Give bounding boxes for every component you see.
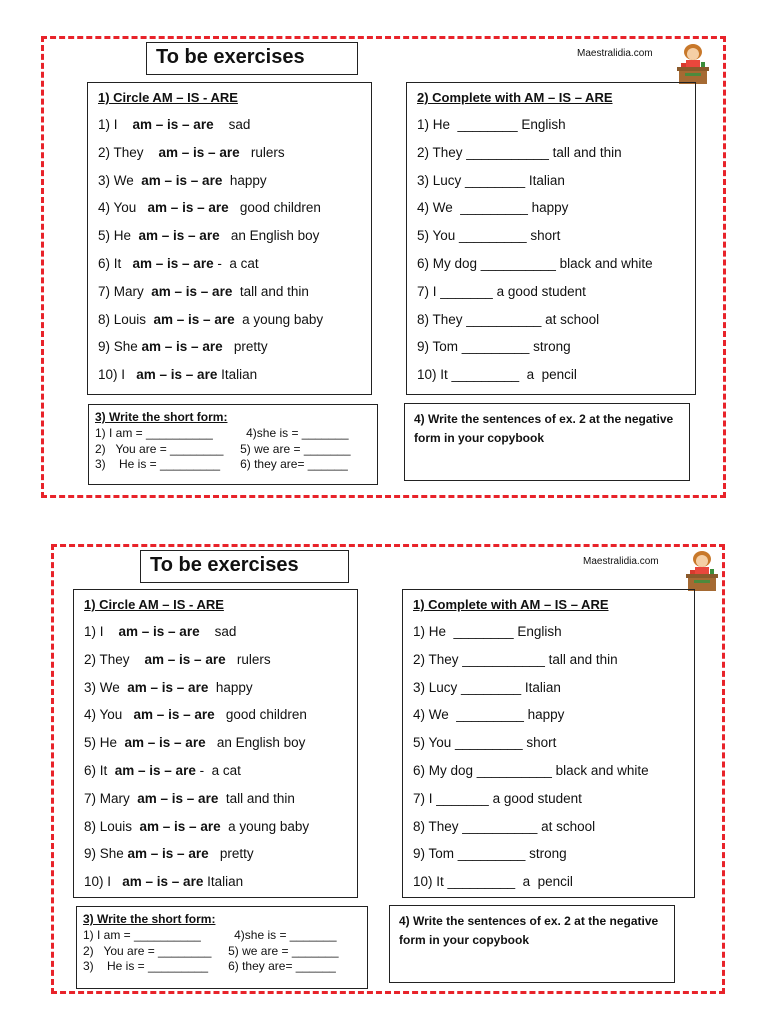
- short-form-row: 1) I am = __________ 4)she is = _______: [95, 426, 349, 440]
- short-form-list: [95, 426, 351, 473]
- verb-options[interactable]: am – is – are: [136, 367, 218, 383]
- verb-options[interactable]: am – is – are: [118, 624, 200, 639]
- short-form-heading: 3) Write the short form:: [95, 410, 228, 424]
- item-subject: 5) He: [98, 228, 139, 244]
- verb-options[interactable]: am – is – are: [139, 818, 221, 834]
- verb-options[interactable]: am – is – are: [127, 846, 209, 862]
- short-form-row: 3) He is = _________ 6) they are= ______: [95, 457, 348, 471]
- item-subject: 1) I: [84, 624, 119, 639]
- item-complement: pretty: [208, 846, 254, 862]
- item-complement: happy: [208, 679, 253, 695]
- circle-exercise-list: [84, 624, 309, 902]
- teacher-at-desk-icon: [684, 549, 720, 593]
- item-complement: tall and thin: [232, 283, 309, 299]
- item-complement: tall and thin: [218, 790, 295, 806]
- item-complement: - a cat: [195, 762, 241, 778]
- item-subject: 9) She: [98, 339, 142, 355]
- complete-exercise-heading: 1) Complete with AM – IS – ARE: [413, 597, 609, 612]
- negative-form-box: [389, 905, 675, 983]
- complete-exercise-item: 9) Tom _________ strong: [417, 339, 571, 355]
- item-complement: pretty: [222, 339, 268, 355]
- short-form-row: 3) He is = _________ 6) they are= ______: [83, 959, 336, 973]
- negative-form-instruction: 4) Write the sentences of ex. 2 at the negative form in your copybook: [399, 914, 659, 947]
- circle-exercise-item: [84, 624, 309, 652]
- item-subject: 7) Mary: [98, 283, 152, 299]
- item-subject: 10) I: [84, 874, 123, 890]
- item-subject: 5) He: [84, 735, 125, 751]
- verb-options[interactable]: am – is – are: [141, 172, 223, 188]
- short-form-box: [88, 404, 378, 485]
- item-subject: 9) She: [84, 846, 128, 862]
- short-form-row: 2) You are = ________ 5) we are = _______: [95, 441, 351, 456]
- item-complement: Italian: [217, 367, 258, 383]
- complete-exercise-item: 2) They ___________ tall and thin: [413, 651, 618, 667]
- item-complement: an English boy: [205, 735, 306, 751]
- verb-options[interactable]: am – is – are: [114, 762, 196, 778]
- complete-exercise-box: [402, 589, 695, 898]
- complete-exercise-heading: 2) Complete with AM – IS – ARE: [417, 90, 613, 105]
- complete-exercise-item: 5) You _________ short: [417, 228, 561, 244]
- complete-exercise-item: 6) My dog __________ black and white: [417, 255, 653, 271]
- circle-exercise-item: [84, 735, 309, 763]
- item-complement: good children: [228, 200, 321, 216]
- item-complement: sad: [199, 624, 237, 639]
- complete-exercise-item: 5) You _________ short: [413, 735, 557, 751]
- complete-exercise-item: 8) They __________ at school: [413, 818, 596, 834]
- circle-exercise-item: [84, 652, 309, 680]
- item-complement: an English boy: [219, 228, 320, 244]
- circle-exercise-item: [84, 819, 309, 847]
- item-complement: happy: [222, 172, 267, 188]
- circle-exercise-box: [73, 589, 358, 898]
- circle-exercise-item: [84, 874, 309, 902]
- item-subject: 7) Mary: [84, 790, 138, 806]
- complete-exercise-item: 6) My dog __________ black and white: [413, 762, 649, 778]
- short-form-row: 2) You are = ________ 5) we are = _______: [83, 943, 339, 958]
- item-complement: rulers: [239, 144, 285, 160]
- circle-exercise-item: [84, 846, 309, 874]
- item-subject: 4) You: [98, 200, 148, 216]
- item-complement: rulers: [225, 651, 271, 667]
- short-form-box: [76, 906, 368, 989]
- complete-exercise-item: 7) I _______ a good student: [413, 790, 582, 806]
- item-subject: 8) Louis: [84, 818, 140, 834]
- complete-exercise-item: 3) Lucy ________ Italian: [417, 172, 565, 188]
- verb-options[interactable]: am – is – are: [137, 790, 219, 806]
- circle-exercise-item: [98, 173, 323, 201]
- complete-exercise-item: 4) We _________ happy: [413, 707, 565, 723]
- verb-options[interactable]: am – is – are: [144, 651, 226, 667]
- verb-options[interactable]: am – is – are: [127, 679, 209, 695]
- circle-exercise-item: [98, 367, 323, 395]
- item-subject: 8) Louis: [98, 311, 154, 327]
- site-label: Maestralidia.com: [583, 556, 659, 567]
- short-form-list: [83, 928, 339, 975]
- verb-options[interactable]: am – is – are: [141, 339, 223, 355]
- item-subject: 2) They: [98, 144, 159, 160]
- complete-exercise-item: 1) He ________ English: [413, 624, 562, 639]
- verb-options[interactable]: am – is – are: [124, 735, 206, 751]
- complete-exercise-item: 4) We _________ happy: [417, 200, 569, 216]
- complete-exercise-item: 2) They ___________ tall and thin: [417, 144, 622, 160]
- complete-exercise-item: 7) I _______ a good student: [417, 283, 586, 299]
- complete-exercise-item: 3) Lucy ________ Italian: [413, 679, 561, 695]
- item-subject: 3) We: [98, 172, 142, 188]
- circle-exercise-box: [87, 82, 372, 395]
- complete-exercise-item: 1) He ________ English: [417, 117, 566, 132]
- circle-exercise-heading: 1) Circle AM – IS - ARE: [84, 597, 224, 612]
- negative-form-instruction: 4) Write the sentences of ex. 2 at the negative form in your copybook: [414, 412, 674, 445]
- item-subject: 6) It: [98, 255, 133, 271]
- complete-exercise-item: 10) It _________ a pencil: [413, 874, 573, 890]
- teacher-at-desk-icon: [675, 42, 711, 86]
- verb-options[interactable]: am – is – are: [151, 283, 233, 299]
- circle-exercise-item: [98, 145, 323, 173]
- circle-exercise-item: [98, 284, 323, 312]
- verb-options[interactable]: am – is – are: [158, 144, 240, 160]
- complete-exercise-list: [417, 117, 653, 395]
- item-complement: sad: [213, 117, 251, 132]
- circle-exercise-item: [98, 117, 323, 145]
- verb-options[interactable]: am – is – are: [133, 707, 215, 723]
- verb-options[interactable]: am – is – are: [147, 200, 229, 216]
- complete-exercise-item: 10) It _________ a pencil: [417, 367, 577, 383]
- circle-exercise-item: [98, 312, 323, 340]
- item-complement: good children: [214, 707, 307, 723]
- worksheet-title: To be exercises: [146, 42, 358, 75]
- verb-options[interactable]: am – is – are: [138, 228, 220, 244]
- item-subject: 6) It: [84, 762, 115, 778]
- short-form-heading: 3) Write the short form:: [83, 912, 216, 926]
- item-subject: 2) They: [84, 651, 145, 667]
- item-subject: 10) I: [98, 367, 137, 383]
- item-subject: 1) I: [98, 117, 133, 132]
- item-subject: 3) We: [84, 679, 128, 695]
- circle-exercise-item: [98, 228, 323, 256]
- verb-options[interactable]: am – is – are: [153, 311, 235, 327]
- short-form-row: 1) I am = __________ 4)she is = _______: [83, 928, 337, 942]
- circle-exercise-item: [84, 763, 309, 791]
- verb-options[interactable]: am – is – are: [132, 117, 214, 132]
- verb-options[interactable]: am – is – are: [122, 874, 204, 890]
- circle-exercise-item: [98, 256, 323, 284]
- circle-exercise-item: [98, 339, 323, 367]
- negative-form-box: [404, 403, 690, 481]
- site-label: Maestralidia.com: [577, 48, 653, 59]
- item-complement: a young baby: [220, 818, 310, 834]
- circle-exercise-item: [84, 707, 309, 735]
- item-subject: 4) You: [84, 707, 134, 723]
- complete-exercise-item: 8) They __________ at school: [417, 311, 600, 327]
- circle-exercise-list: [98, 117, 323, 395]
- item-complement: a young baby: [234, 311, 324, 327]
- circle-exercise-heading: 1) Circle AM – IS - ARE: [98, 90, 238, 105]
- verb-options[interactable]: am – is – are: [132, 255, 214, 271]
- complete-exercise-list: [413, 624, 649, 902]
- item-complement: - a cat: [213, 255, 259, 271]
- item-complement: Italian: [203, 874, 244, 890]
- circle-exercise-item: [98, 200, 323, 228]
- circle-exercise-item: [84, 680, 309, 708]
- complete-exercise-item: 9) Tom _________ strong: [413, 846, 567, 862]
- circle-exercise-item: [84, 791, 309, 819]
- worksheet-title: To be exercises: [140, 550, 349, 583]
- complete-exercise-box: [406, 82, 696, 395]
